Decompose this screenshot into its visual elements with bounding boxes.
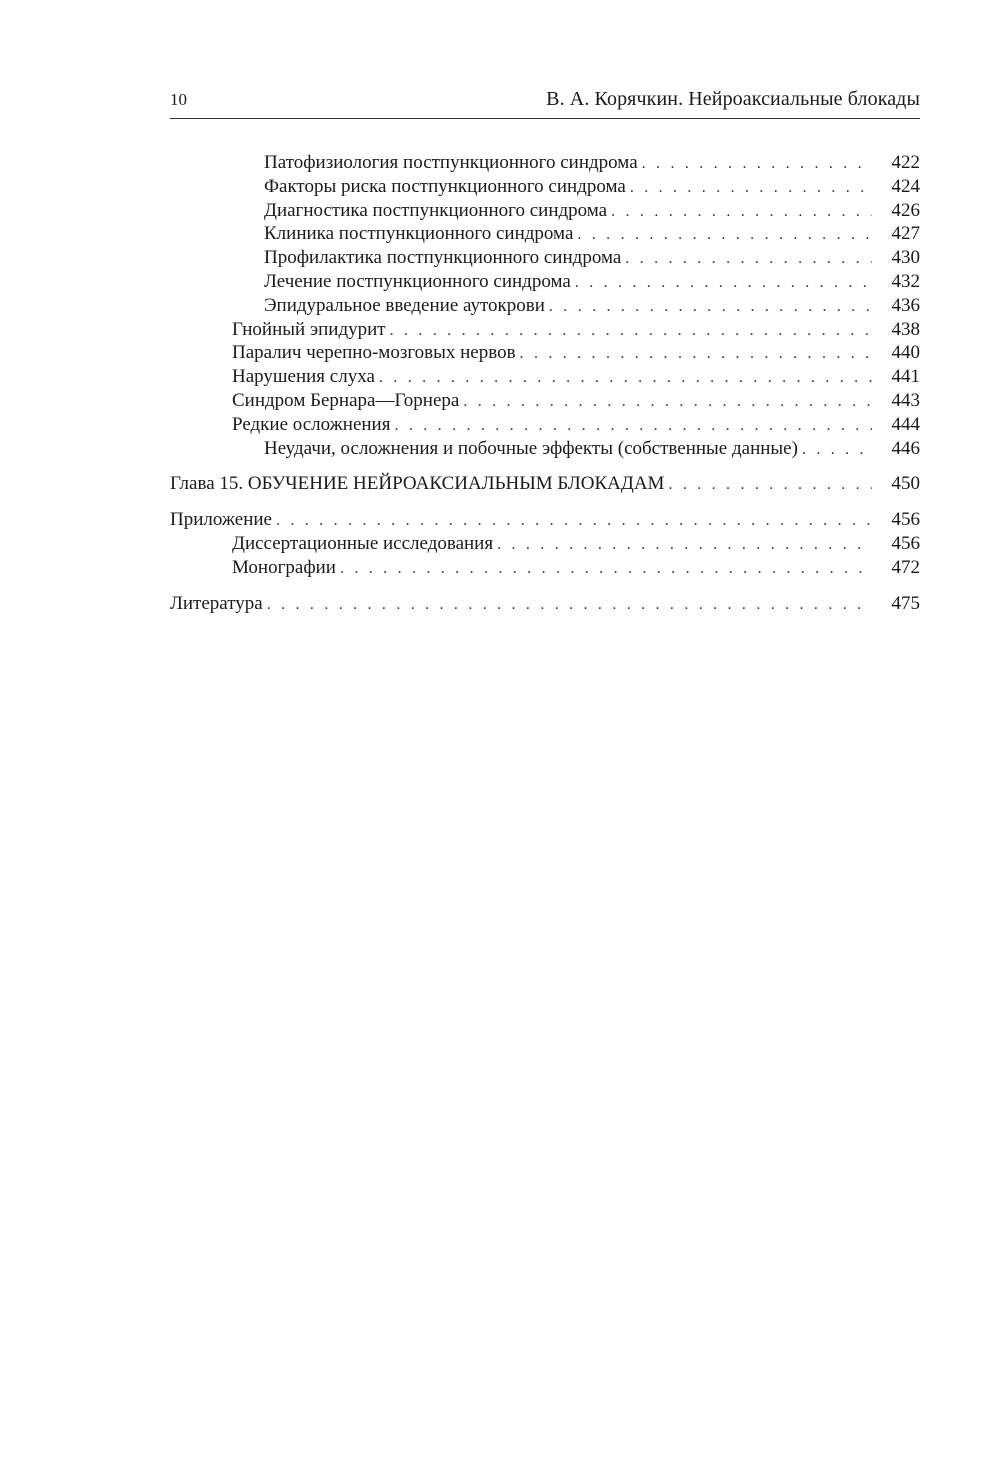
toc-entry-page: 426: [891, 199, 920, 221]
toc-entry-title: Монографии: [232, 556, 336, 578]
toc-entry-title: Факторы риска постпункционного синдрома: [264, 175, 626, 197]
toc-entry-page: 427: [891, 223, 920, 245]
toc-entry[interactable]: [170, 341, 920, 365]
toc-entry-page: 422: [891, 152, 920, 173]
toc-entry-title: Приложение: [170, 509, 272, 531]
toc-section-entry[interactable]: [170, 592, 920, 616]
dot-leader: [267, 593, 872, 617]
dot-leader: [642, 152, 872, 176]
dot-leader: [549, 295, 872, 319]
dot-leader: [394, 414, 872, 438]
toc-entry[interactable]: [170, 437, 920, 461]
toc-entry-title: Редкие осложнения: [232, 413, 391, 435]
toc-entry-title: Патофизиология постпункционного синдрома: [264, 152, 638, 173]
toc-entry-page: 444: [891, 413, 920, 435]
toc-entry-title: Профилактика постпункционного синдрома: [264, 247, 622, 269]
toc-section-entry[interactable]: [170, 508, 920, 532]
toc-entry-title: Гнойный эпидурит: [232, 318, 386, 340]
toc-entry-page: 441: [891, 366, 920, 388]
dot-leader: [802, 438, 872, 462]
dot-leader: [340, 557, 872, 581]
toc-entry-page: 424: [891, 175, 920, 197]
toc-entry-title: Диагностика постпункционного синдрома: [264, 199, 608, 221]
toc-entry-page: 472: [891, 556, 920, 578]
dot-leader: [668, 473, 872, 497]
toc-chapter-entry[interactable]: [170, 472, 920, 496]
toc-entry[interactable]: [170, 365, 920, 389]
toc-entry[interactable]: [170, 270, 920, 294]
dot-leader: [630, 176, 872, 200]
toc-entry[interactable]: [170, 318, 920, 342]
toc-entry-page: 438: [891, 318, 920, 340]
toc-entry[interactable]: [170, 199, 920, 223]
dot-leader: [520, 342, 872, 366]
toc-entry[interactable]: [170, 413, 920, 437]
dot-leader: [390, 319, 872, 343]
toc-entry-title: Нарушения слуха: [232, 366, 375, 388]
toc-entry-page: 432: [891, 270, 920, 292]
toc-entry[interactable]: [170, 175, 920, 199]
toc-entry[interactable]: [170, 294, 920, 318]
toc-entry-page: 436: [891, 294, 920, 316]
toc-entry-page: 456: [891, 509, 920, 531]
toc-entry-title: Клиника постпункционного синдрома: [264, 223, 574, 245]
toc-entry-title: Литература: [170, 592, 263, 614]
dot-leader: [379, 366, 872, 390]
dot-leader: [497, 533, 872, 557]
toc-entry[interactable]: [170, 246, 920, 270]
toc-entry-page: 456: [891, 532, 920, 554]
toc-entry[interactable]: [170, 532, 920, 556]
page-number: 10: [170, 90, 187, 109]
dot-leader: [625, 247, 872, 271]
toc-entry[interactable]: [170, 151, 920, 175]
toc-entry-page: 446: [891, 437, 920, 459]
dot-leader: [463, 390, 872, 414]
toc-entry-title: Глава 15. ОБУЧЕНИЕ НЕЙРОАКСИАЛЬНЫМ БЛОКАДАМ: [170, 473, 665, 495]
toc-entry-page: 475: [891, 592, 920, 614]
running-title: В. А. Корячкин. Нейроаксиальные блокады: [546, 88, 920, 110]
toc-entry-title: Диссертационные исследования: [232, 532, 494, 554]
dot-leader: [611, 200, 872, 224]
dot-leader: [575, 271, 872, 295]
toc-entry-page: 440: [891, 342, 920, 364]
toc-entry[interactable]: [170, 389, 920, 413]
toc-entry-title: Паралич черепно-мозговых нервов: [232, 342, 516, 364]
dot-leader: [577, 223, 872, 247]
page-header: [170, 88, 920, 119]
toc-entry-title: Лечение постпункционного синдрома: [264, 270, 571, 292]
toc-entry-page: 450: [891, 473, 920, 495]
toc-entry-page: 430: [891, 247, 920, 269]
toc-entry[interactable]: [170, 222, 920, 246]
toc-entry-page: 443: [891, 389, 920, 411]
toc-entry-title: Синдром Бернара—Горнера: [232, 389, 460, 411]
dot-leader: [276, 509, 872, 533]
toc-entry-title: Эпидуральное введение аутокрови: [264, 294, 545, 316]
toc-entry[interactable]: [170, 556, 920, 580]
table-of-contents: [170, 151, 920, 615]
toc-entry-title: Неудачи, осложнения и побочные эффекты (собственные данные): [264, 437, 798, 459]
